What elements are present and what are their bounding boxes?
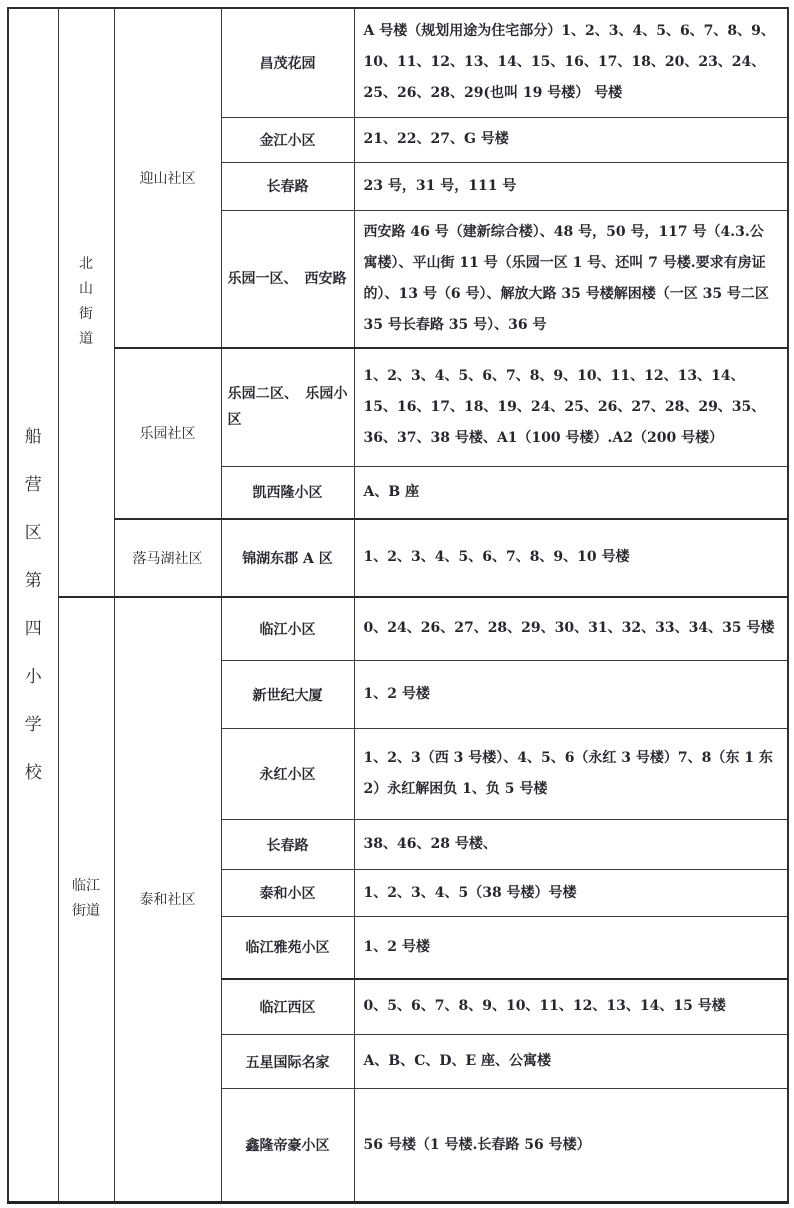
buildings-cell: 23 号，31 号，111 号 xyxy=(354,162,788,210)
estate-cell: 锦湖东郡 A 区 xyxy=(221,519,354,597)
school-district-table xyxy=(7,7,789,1204)
buildings-cell: 1、2 号楼 xyxy=(354,661,788,729)
estate-cell: 昌茂花园 xyxy=(221,8,354,117)
buildings-cell: 1、2、3、4、5、6、7、8、9、10 号楼 xyxy=(354,519,788,597)
buildings-cell: 1、2、3、4、5（38 号楼）号楼 xyxy=(354,870,788,917)
estate-cell: 金江小区 xyxy=(221,117,354,162)
buildings-cell: A 号楼（规划用途为住宅部分）1、2、3、4、5、6、7、8、9、10、11、12、13、14、15、16、17、18、20、23、24、25、26、28、29(也叫 19 号楼） 号楼 xyxy=(354,8,788,117)
estate-cell: 长春路 xyxy=(221,162,354,210)
estate-cell xyxy=(221,210,354,348)
estate-cell: 泰和小区 xyxy=(221,870,354,917)
school-name: 船营区第四小学校 xyxy=(24,427,42,783)
community-cell-taihe: 泰和社区 xyxy=(114,597,221,1203)
community-cell-luomahu: 落马湖社区 xyxy=(114,519,221,597)
buildings-cell: 21、22、27、G 号楼 xyxy=(354,117,788,162)
estate-name: 乐园二区、 乐园小区 xyxy=(227,386,348,429)
buildings-cell: 1、2 号楼 xyxy=(354,917,788,979)
buildings-cell: 56 号楼（1 号楼.长春路 56 号楼） xyxy=(354,1089,788,1203)
estate-cell xyxy=(221,348,354,467)
estate-cell: 临江雅苑小区 xyxy=(221,917,354,979)
community-cell-yingshan: 迎山社区 xyxy=(114,8,221,348)
estate-cell: 临江西区 xyxy=(221,979,354,1035)
street-name: 临江街道 xyxy=(72,878,100,920)
buildings-cell: 1、2、3（西 3 号楼）、4、5、6（永红 3 号楼）7、8（东 1 东 2）永红解困负 1、负 5 号楼 xyxy=(354,729,788,820)
street-name: 北山街道 xyxy=(79,256,93,348)
estate-cell: 新世纪大厦 xyxy=(221,661,354,729)
buildings-cell: 38、46、28 号楼、 xyxy=(354,820,788,870)
estate-cell: 永红小区 xyxy=(221,729,354,820)
estate-cell: 凯西隆小区 xyxy=(221,467,354,519)
school-name-cell xyxy=(8,8,58,1203)
estate-cell: 长春路 xyxy=(221,820,354,870)
estate-cell: 鑫隆帝豪小区 xyxy=(221,1089,354,1203)
buildings-cell: 1、2、3、4、5、6、7、8、9、10、11、12、13、14、15、16、17、18、19、24、25、26、27、28、29、35、36、37、38 号楼、A1（100 号楼）.A2（200 号楼） xyxy=(354,348,788,467)
buildings-cell: 西安路 46 号（建新综合楼）、48 号，50 号，117 号（4.3.公寓楼）、平山街 11 号（乐园一区 1 号、还叫 7 号楼.要求有房证的）、13 号（6 号）、解放大路 35 号楼解困楼（一区 35 号二区 35 号长春路 35 号）、36 号 xyxy=(354,210,788,348)
buildings-cell: A、B 座 xyxy=(354,467,788,519)
buildings-cell: 0、24、26、27、28、29、30、31、32、33、34、35 号楼 xyxy=(354,597,788,661)
street-cell-beishan xyxy=(58,8,114,597)
community-cell-leyuan: 乐园社区 xyxy=(114,348,221,519)
estate-cell: 五星国际名家 xyxy=(221,1035,354,1089)
street-cell-linjiang xyxy=(58,597,114,1203)
estate-cell: 临江小区 xyxy=(221,597,354,661)
buildings-cell: 0、5、6、7、8、9、10、11、12、13、14、15 号楼 xyxy=(354,979,788,1035)
estate-name: 乐园一区、 西安路 xyxy=(227,270,347,287)
buildings-cell: A、B、C、D、E 座、公寓楼 xyxy=(354,1035,788,1089)
